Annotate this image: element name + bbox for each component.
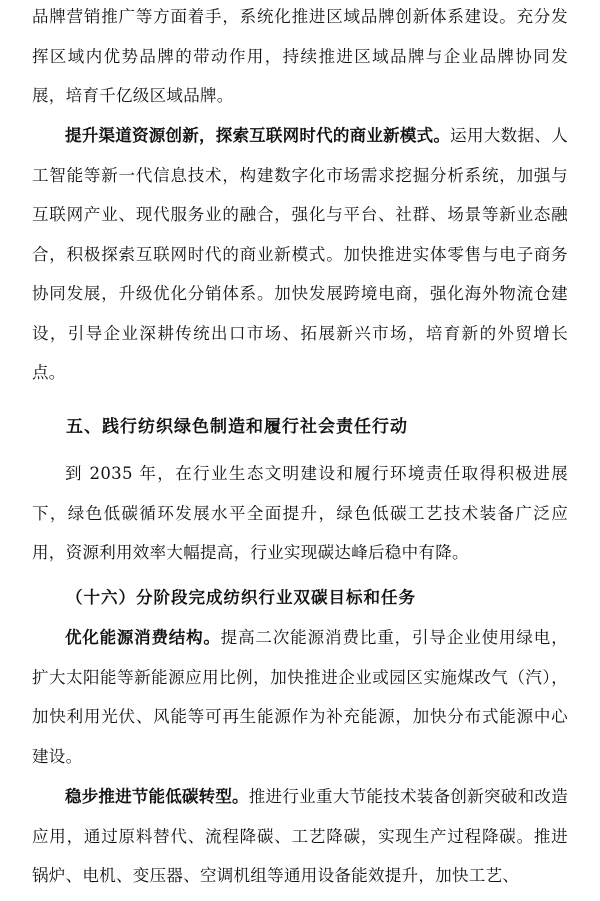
paragraph-lead: 优化能源消费结构。	[65, 628, 221, 647]
paragraph-regional-brand	[32, 0, 568, 116]
paragraph-energy-structure	[32, 618, 568, 776]
paragraph-lead: 稳步推进节能低碳转型。	[65, 787, 249, 806]
paragraph-2035-goal	[32, 454, 568, 573]
paragraph-text: 推进行业重大节能技术装备创新突破和改造应用，通过原料替代、流程降碳、工艺降碳，实现生产过程降碳。推进锅炉、电机、变压器、空调机组等通用设备能效提升，加快工艺、	[32, 787, 569, 885]
paragraph-text: 品牌营销推广等方面着手，系统化推进区域品牌创新体系建设。充分发挥区域内优势品牌的带动作用，持续推进区域品牌与企业品牌协同发展，培育千亿级区域品牌。	[32, 7, 568, 105]
paragraph-lead: 提升渠道资源创新，探索互联网时代的商业新模式。	[65, 126, 451, 145]
paragraph-text: 到 2035 年，在行业生态文明建设和履行环境责任取得积极进展下，绿色低碳循环发展水平全面提升，绿色低碳工艺技术装备广泛应用，资源利用效率大幅提高，行业实现碳达峰后稳中有降。	[32, 464, 568, 562]
section-heading-five: 五、践行纺织绿色制造和履行社会责任行动	[66, 417, 408, 437]
paragraph-channel-innovation	[32, 116, 568, 393]
paragraph-text: 提高二次能源消费比重，引导企业使用绿电，扩大太阳能等新能源应用比例，加快推进企业或园区实施煤改气（汽），加快利用光伏、风能等可再生能源作为补充能源，加快分布式能源中心建设。	[32, 628, 568, 766]
paragraph-low-carbon-transition	[32, 777, 568, 896]
paragraph-text: 运用大数据、人工智能等新一代信息技术，构建数字化市场需求挖掘分析系统，加强与互联网产业、现代服务业的融合，强化与平台、社群、场景等新业态融合，积极探索互联网时代的商业新模式。加快推进实体零售与电子商务协同发展，升级优化分销体系。加快发展跨境电商，强化海外物流仓建设，引导企业深耕传统出口市场、拓展新兴市场，培育新的外贸增长点。	[32, 126, 568, 382]
subsection-heading-sixteen: （十六）分阶段完成纺织行业双碳目标和任务	[66, 588, 416, 607]
